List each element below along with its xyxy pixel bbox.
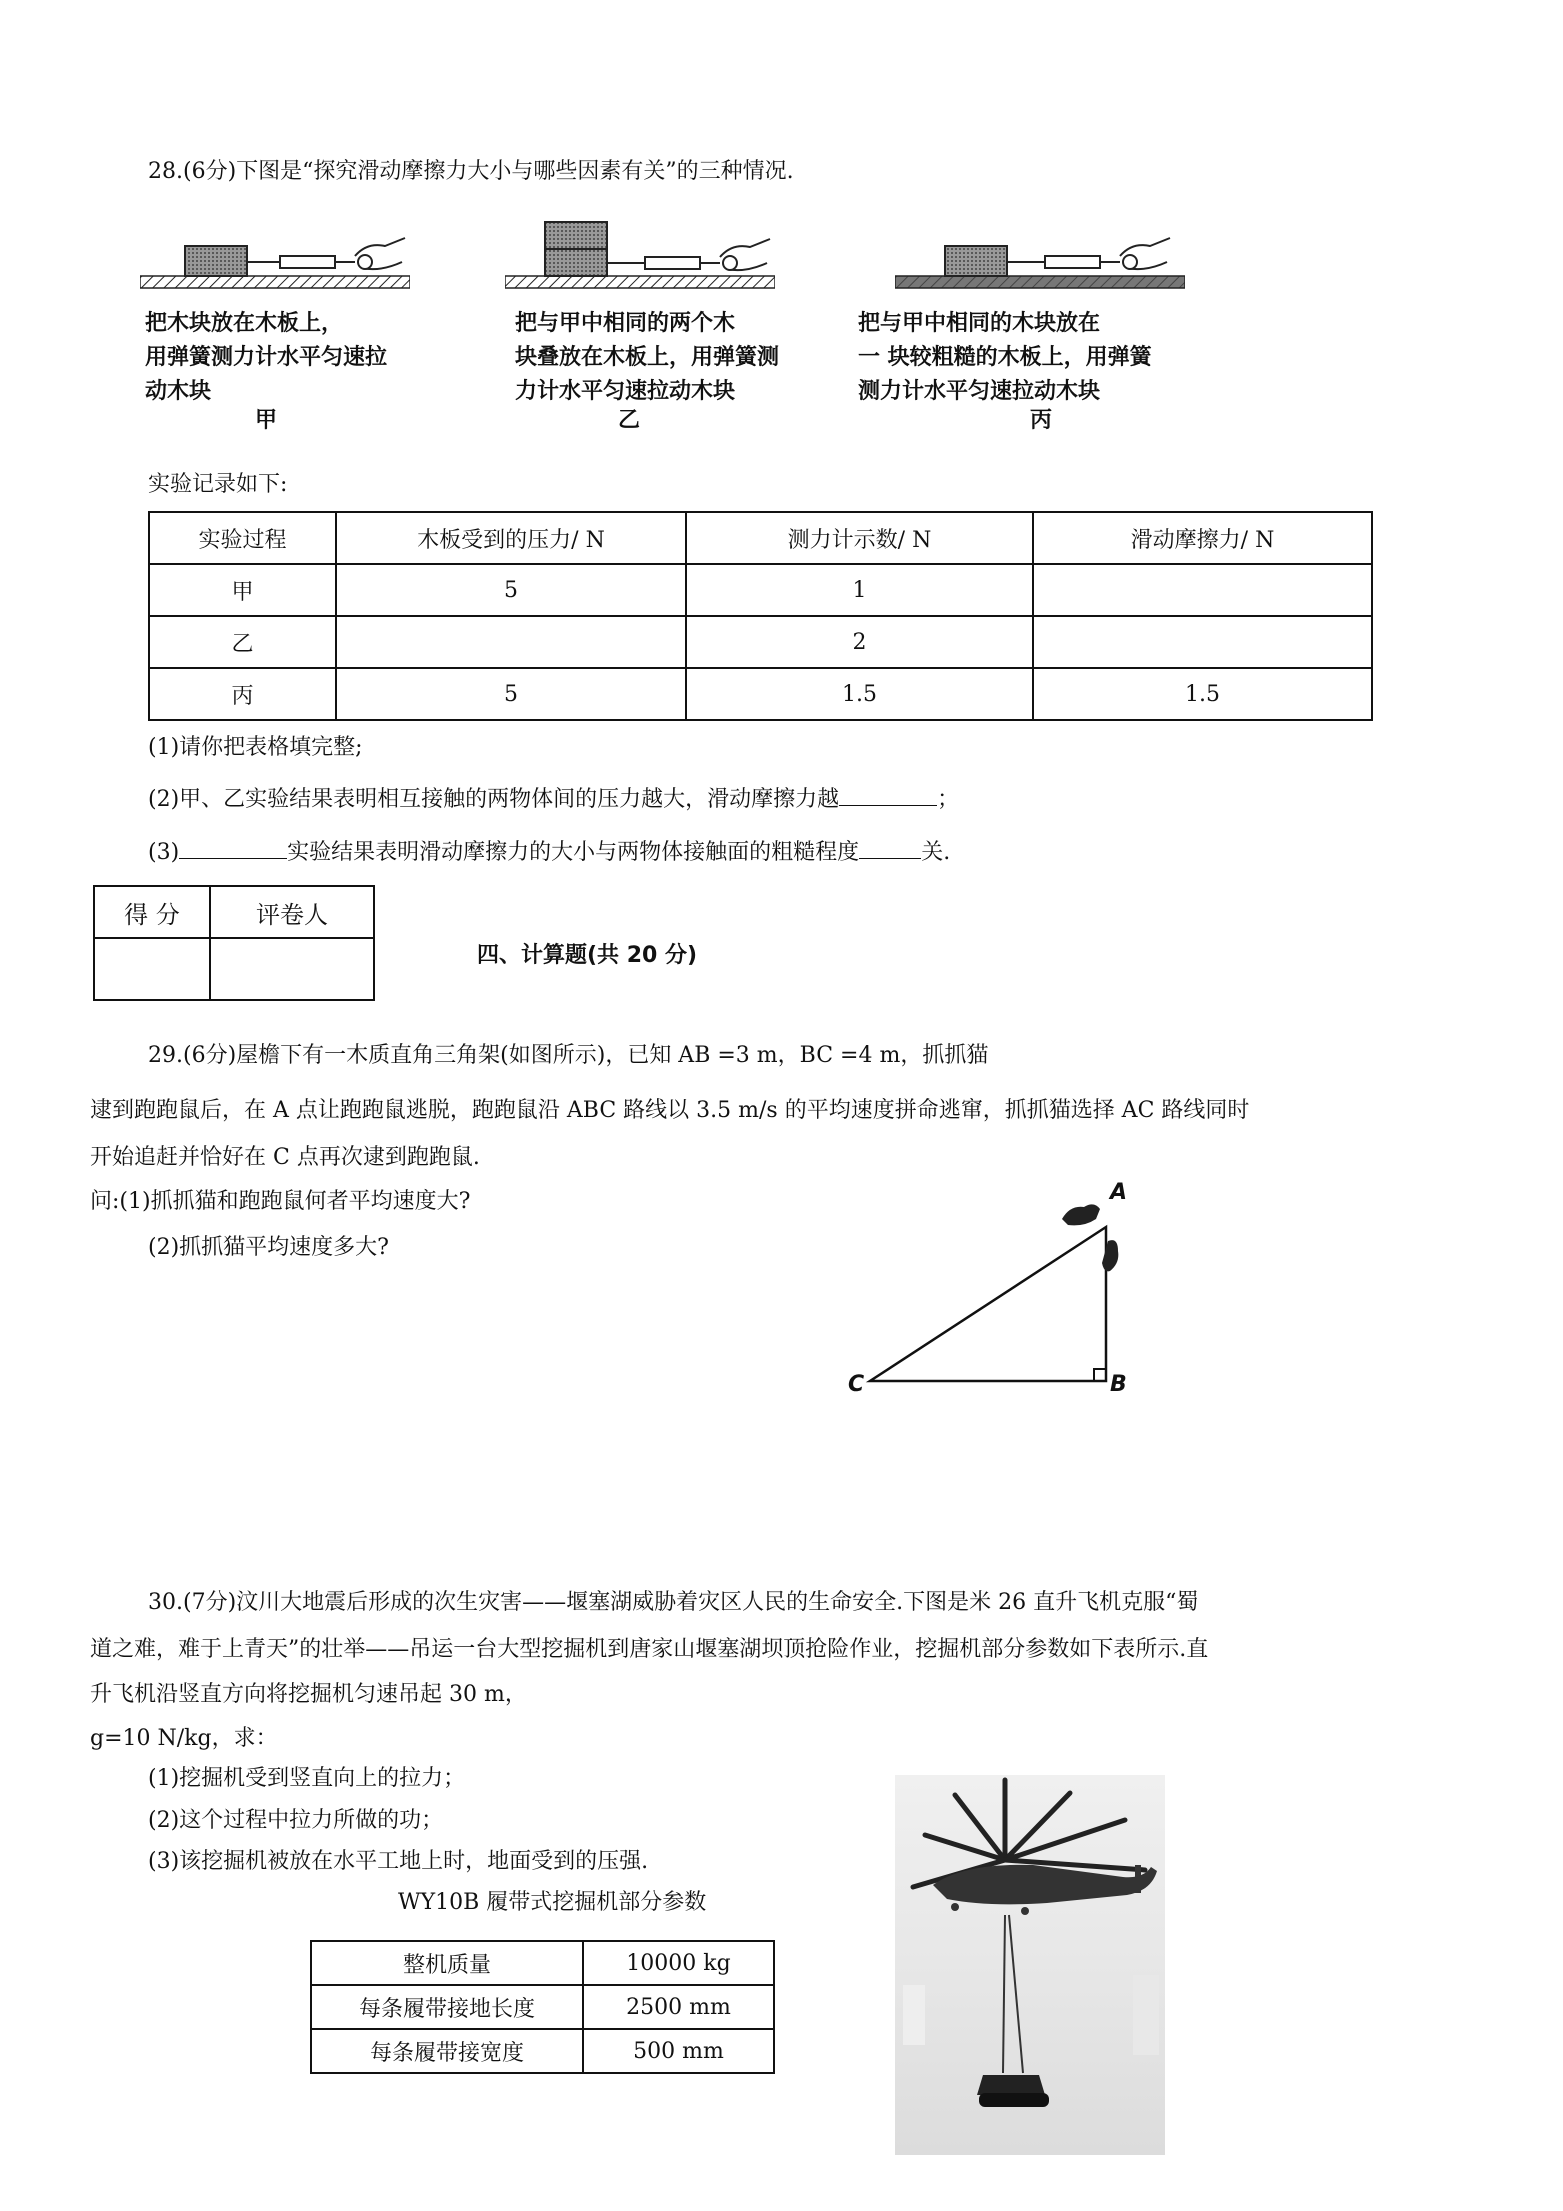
q28-sub1: (1)请你把表格填完整; — [148, 735, 363, 760]
mouse-icon — [1102, 1240, 1118, 1271]
q28-sub3-prefix: (3) — [148, 840, 180, 865]
table-header-row — [149, 512, 1372, 564]
table-cell: 5 — [336, 668, 686, 720]
q30-sub3: (3)该挖掘机被放在水平工地上时，地面受到的压强. — [148, 1849, 649, 1874]
section-4-heading: 四、计算题(共 20 分) — [477, 943, 698, 968]
table-cell: 5 — [336, 564, 686, 616]
answer-blank[interactable] — [859, 838, 921, 859]
table-cell: 1.5 — [686, 668, 1033, 720]
figure-yi-caption: 把与甲中相同的两个木 块叠放在木板上，用弹簧测 力计水平匀速拉动木块 — [515, 311, 780, 404]
record-intro: 实验记录如下: — [148, 472, 288, 497]
table-row — [311, 2029, 774, 2073]
experiment-record-table — [148, 511, 1373, 721]
figure-bing-label: 丙 — [1030, 408, 1053, 433]
table-row — [149, 564, 1372, 616]
table-cell: 整机质量 — [311, 1941, 583, 1985]
helicopter-lifting-excavator-image — [895, 1775, 1165, 2155]
table-cell: 1.5 — [1033, 668, 1372, 720]
figure-bing-caption: 把与甲中相同的木块放在 一 块较粗糙的木板上，用弹簧 测力计水平匀速拉动木块 — [858, 311, 1152, 404]
triangle-frame-diagram — [840, 1185, 1140, 1400]
table-row — [311, 1985, 774, 2029]
figure-yi-label: 乙 — [618, 408, 641, 433]
table-cell: 2 — [686, 616, 1033, 668]
q30-line4: g=10 N/kg，求： — [90, 1726, 278, 1751]
score-label: 得 分 — [94, 886, 210, 938]
table-header: 实验过程 — [149, 512, 336, 564]
vertex-b-label: B — [1110, 1372, 1127, 1397]
table-cell: 1 — [686, 564, 1033, 616]
figure-jia-caption: 把木块放在木板上， 用弹簧测力计水平匀速拉 动木块 — [145, 311, 388, 404]
q29-ask1: 问:(1)抓抓猫和跑跑鼠何者平均速度大? — [90, 1189, 471, 1214]
table-cell: 丙 — [149, 668, 336, 720]
param-table-title: WY10B 履带式挖掘机部分参数 — [398, 1890, 707, 1915]
q28-sub2-text: (2)甲、乙实验结果表明相互接触的两物体间的压力越大，滑动摩擦力越 — [148, 787, 840, 812]
score-input-cell[interactable] — [94, 938, 210, 1000]
q28-title: 28.(6分)下图是“探究滑动摩擦力大小与哪些因素有关”的三种情况. — [148, 159, 794, 184]
figure-jia-illustration — [140, 232, 410, 294]
excavator-params-table — [310, 1940, 775, 2074]
cat-icon — [1062, 1204, 1100, 1225]
table-cell: 甲 — [149, 564, 336, 616]
q30-line3: 升飞机沿竖直方向将挖掘机匀速吊起 30 m， — [90, 1682, 527, 1707]
figure-jia-label: 甲 — [255, 408, 278, 433]
table-row — [149, 668, 1372, 720]
q29-line3: 开始追赶并恰好在 C 点再次逮到跑跑鼠. — [90, 1145, 480, 1170]
figure-yi-illustration — [505, 218, 775, 296]
table-cell — [1033, 616, 1372, 668]
table-cell: 乙 — [149, 616, 336, 668]
q30-sub2: (2)这个过程中拉力所做的功； — [148, 1808, 444, 1833]
q28-sub2 — [148, 785, 959, 815]
table-cell — [336, 616, 686, 668]
q30-line1: 30.(7分)汶川大地震后形成的次生灾害——堰塞湖威胁着灾区人民的生命安全.下图是米 26 直升飞机克服“蜀 — [148, 1590, 1199, 1615]
q28-sub2-end: ； — [937, 787, 960, 812]
table-cell: 2500 mm — [583, 1985, 774, 2029]
figure-bing-illustration — [895, 232, 1185, 294]
grader-label: 评卷人 — [210, 886, 374, 938]
q28-sub3-end: 关. — [921, 840, 951, 865]
q30-sub1: (1)挖掘机受到竖直向上的拉力； — [148, 1766, 466, 1791]
q29-line2: 逮到跑跑鼠后，在 A 点让跑跑鼠逃脱，跑跑鼠沿 ABC 路线以 3.5 m/s 的平均速度拼命逃窜，抓抓猫选择 AC 路线同时 — [90, 1098, 1250, 1123]
table-row — [149, 616, 1372, 668]
vertex-c-label: C — [848, 1372, 865, 1397]
table-cell — [1033, 564, 1372, 616]
q28-sub3 — [148, 838, 950, 868]
grader-input-cell[interactable] — [210, 938, 374, 1000]
table-cell: 每条履带接宽度 — [311, 2029, 583, 2073]
q29-ask2: (2)抓抓猫平均速度多大? — [148, 1235, 389, 1260]
q29-line1: 29.(6分)屋檐下有一木质直角三角架(如图所示)，已知 AB =3 m，BC =4 m，抓抓猫 — [148, 1043, 989, 1068]
score-box — [93, 885, 375, 1001]
table-cell: 500 mm — [583, 2029, 774, 2073]
q28-sub3-mid: 实验结果表明滑动摩擦力的大小与两物体接触面的粗糙程度 — [287, 840, 860, 865]
table-cell: 每条履带接地长度 — [311, 1985, 583, 2029]
answer-blank[interactable] — [839, 785, 937, 806]
helicopter-photo — [895, 1775, 1165, 2155]
table-row — [311, 1941, 774, 1985]
table-header: 滑动摩擦力/ N — [1033, 512, 1372, 564]
answer-blank[interactable] — [179, 838, 287, 859]
table-header: 测力计示数/ N — [686, 512, 1033, 564]
table-header: 木板受到的压力/ N — [336, 512, 686, 564]
vertex-a-label: A — [1110, 1180, 1128, 1205]
q30-line2: 道之难，难于上青天”的壮举——吊运一台大型挖掘机到唐家山堰塞湖坝顶抢险作业，挖掘机部分参数如下表所示.直 — [90, 1637, 1209, 1662]
table-cell: 10000 kg — [583, 1941, 774, 1985]
